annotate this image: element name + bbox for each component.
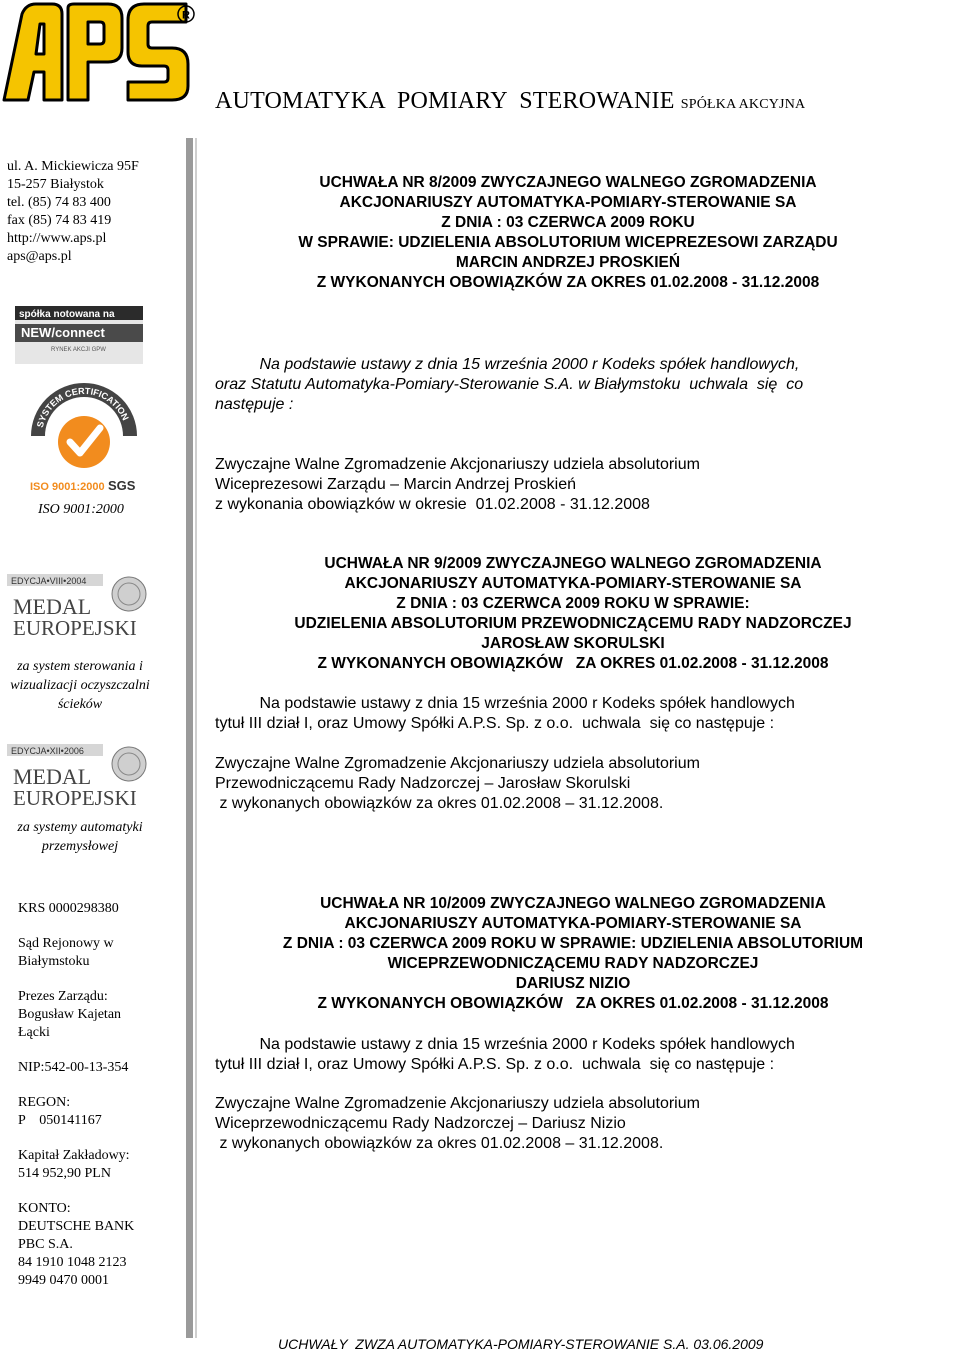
- heading-line: Z DNIA : 03 CZERWCA 2009 ROKU: [441, 214, 695, 231]
- basis-line: Na podstawie ustawy z dnia 15 września 2000 r Kodeks spółek handlowych: [215, 1036, 795, 1053]
- medal1-caption-line: wizualizacji oczyszczalni: [10, 678, 150, 693]
- medal1-line1: MEDAL: [13, 594, 92, 619]
- regon-line: REGON:: [18, 1095, 71, 1110]
- medal2-caption: [0, 818, 160, 856]
- bank-line: 84 1910 1048 2123: [18, 1255, 127, 1270]
- decision-line: Zwyczajne Walne Zgromadzenie Akcjonariuszy udziela absolutorium: [215, 755, 700, 772]
- decision-line: Przewodniczącemu Rady Nadzorczej – Jarosław Skorulski: [215, 775, 631, 792]
- medal1-line2: EUROPEJSKI: [13, 616, 137, 636]
- decision-line: Wiceprzewodniczącemu Rady Nadzorczej – Dariusz Nizio: [215, 1115, 626, 1132]
- decision-line: Zwyczajne Walne Zgromadzenie Akcjonariuszy udziela absolutorium: [215, 1095, 700, 1112]
- krs-line: KRS 0000298380: [18, 901, 119, 916]
- resolution-10-decision: [215, 1094, 915, 1154]
- court-line: Białymstoku: [18, 954, 90, 969]
- medal2-caption-line: przemysłowej: [41, 839, 119, 854]
- newconnect-sub-text: RYNEK AKCJI GPW: [51, 347, 106, 353]
- sgs-text: SGS: [108, 478, 136, 493]
- tagline-small: SPÓŁKA AKCYJNA: [680, 97, 806, 112]
- heading-line: AKCJONARIUSZY AUTOMATYKA-POMIARY-STEROWANIE SA: [344, 575, 802, 592]
- company-registration-block: [18, 900, 178, 1307]
- heading-line: Z WYKONANYCH OBOWIĄZKÓW ZA OKRES 01.02.2008 - 31.12.2008: [317, 655, 829, 672]
- medal2-line1: MEDAL: [13, 764, 92, 789]
- court-line: Sąd Rejonowy w: [18, 936, 114, 951]
- iso-ring-text: SYSTEM CERTIFICATION: [34, 385, 131, 429]
- european-medal-2004: [7, 572, 147, 636]
- heading-line: Z DNIA : 03 CZERWCA 2009 ROKU W SPRAWIE: UDZIELENIA ABSOLUTORIUM: [282, 935, 864, 952]
- heading-line: MARCIN ANDRZEJ PROSKIEŃ: [455, 254, 681, 271]
- capital-line: Kapitał Zakładowy:: [18, 1148, 130, 1163]
- bank-line: DEUTSCHE BANK: [18, 1219, 135, 1234]
- heading-line: DARIUSZ NIZIO: [515, 975, 631, 992]
- bank-line: PBC S.A.: [18, 1237, 73, 1252]
- resolution-10-legal-basis: [215, 1035, 915, 1075]
- contact-address: ul. A. Mickiewicza 95F: [7, 159, 139, 174]
- nip-block: [18, 1059, 178, 1077]
- contact-city: 15-257 Białystok: [7, 177, 104, 192]
- ceo-line: Bogusław Kajetan: [18, 1007, 122, 1022]
- heading-line: UCHWAŁA NR 10/2009 ZWYCZAJNEGO WALNEGO ZGROMADZENIA: [320, 895, 826, 912]
- heading-line: W SPRAWIE: UDZIELENIA ABSOLUTORIUM WICEPREZESOWI ZARZĄDU: [298, 234, 838, 251]
- medal2-line2: EUROPEJSKI: [13, 786, 137, 806]
- heading-line: UCHWAŁA NR 9/2009 ZWYCZAJNEGO WALNEGO ZGROMADZENIA: [324, 555, 822, 572]
- heading-line: UCHWAŁA NR 8/2009 ZWYCZAJNEGO WALNEGO ZGROMADZENIA: [319, 174, 817, 191]
- contact-fax: fax (85) 74 83 419: [7, 213, 112, 228]
- basis-line: Na podstawie ustawy z dnia 15 września 2000 r Kodeks spółek handlowych: [215, 695, 795, 712]
- nip-line: NIP:542-00-13-354: [18, 1060, 129, 1075]
- basis-line: Na podstawie ustawy z dnia 15 września 2000 r Kodeks spółek handlowych,: [215, 356, 800, 373]
- bank-block: [18, 1200, 178, 1290]
- basis-line: następuje :: [215, 396, 294, 413]
- heading-line: Z DNIA : 03 CZERWCA 2009 ROKU W SPRAWIE:: [396, 595, 750, 612]
- european-medal-2006: [7, 742, 147, 806]
- company-tagline: [215, 88, 805, 115]
- resolution-9-heading: [218, 554, 928, 674]
- medal2-caption-line: za systemy automatyki: [17, 820, 143, 835]
- resolution-9-legal-basis: [215, 694, 915, 734]
- sidebar-divider: [186, 138, 193, 1338]
- iso-certification-badge: [28, 378, 140, 496]
- regon-block: [18, 1094, 178, 1130]
- decision-line: Zwyczajne Walne Zgromadzenie Akcjonariuszy udziela absolutorium: [215, 456, 700, 473]
- contact-block: [7, 158, 139, 266]
- medal1-caption-line: ścieków: [57, 697, 103, 712]
- medal2-edition: EDYCJA•XII•2006: [11, 746, 84, 756]
- capital-block: [18, 1147, 178, 1183]
- iso-text: ISO 9001:2000: [30, 481, 105, 493]
- iso-caption: ISO 9001:2000: [38, 502, 124, 517]
- resolution-8-decision: [215, 455, 915, 515]
- heading-line: WICEPRZEWODNICZĄCEMU RADY NADZORCZEJ: [387, 955, 759, 972]
- basis-line: tytuł III dział I, oraz Umowy Spółki A.P.S. Sp. z o.o. uchwala się co następuje :: [215, 715, 775, 732]
- ceo-block: [18, 988, 178, 1042]
- contact-email: aps@aps.pl: [7, 249, 72, 264]
- resolution-8-legal-basis: [215, 355, 915, 415]
- decision-line: Wiceprezesowi Zarządu – Marcin Andrzej Proskień: [215, 476, 577, 493]
- medal1-caption-line: za system sterowania i: [17, 659, 143, 674]
- resolution-10-heading: [218, 894, 928, 1014]
- decision-line: z wykonanych obowiązków za okres 01.02.2008 – 31.12.2008.: [215, 1135, 664, 1152]
- medal1-caption: [0, 657, 160, 714]
- basis-line: tytuł III dział I, oraz Umowy Spółki A.P.S. Sp. z o.o. uchwala się co następuje :: [215, 1056, 775, 1073]
- decision-line: z wykonania obowiązków w okresie 01.02.2008 - 31.12.2008: [215, 496, 650, 513]
- contact-phone: tel. (85) 74 83 400: [7, 195, 111, 210]
- court-block: [18, 935, 178, 971]
- heading-line: Z WYKONANYCH OBOWIĄZKÓW ZA OKRES 01.02.2008 - 31.12.2008: [317, 995, 829, 1012]
- newconnect-brand-text: NEW/connect: [21, 325, 105, 340]
- heading-line: AKCJONARIUSZY AUTOMATYKA-POMIARY-STEROWANIE SA: [344, 915, 802, 932]
- newconnect-top-text: spółka notowana na: [19, 309, 115, 320]
- ceo-line: Prezes Zarządu:: [18, 989, 108, 1004]
- heading-line: AKCJONARIUSZY AUTOMATYKA-POMIARY-STEROWANIE SA: [339, 194, 797, 211]
- heading-line: JAROSŁAW SKORULSKI: [481, 635, 665, 652]
- ceo-line: Łącki: [18, 1025, 50, 1040]
- capital-line: 514 952,90 PLN: [18, 1166, 111, 1181]
- bank-line: 9949 0470 0001: [18, 1273, 109, 1288]
- newconnect-badge: [15, 306, 143, 364]
- regon-line: P 050141167: [18, 1113, 102, 1128]
- heading-line: Z WYKONANYCH OBOWIĄZKÓW ZA OKRES 01.02.2008 - 31.12.2008: [316, 274, 820, 291]
- resolution-8-heading: [218, 173, 918, 293]
- aps-logo: [0, 0, 200, 105]
- decision-line: z wykonanych obowiązków za okres 01.02.2008 – 31.12.2008.: [215, 795, 664, 812]
- krs-block: [18, 900, 178, 918]
- svg-text:R: R: [182, 9, 190, 22]
- bank-line: KONTO:: [18, 1201, 71, 1216]
- basis-line: oraz Statutu Automatyka-Pomiary-Sterowanie S.A. w Białymstoku uchwala się co: [215, 376, 804, 393]
- heading-line: UDZIELENIA ABSOLUTORIUM PRZEWODNICZĄCEMU RADY NADZORCZEJ: [294, 615, 852, 632]
- medal1-edition: EDYCJA•VIII•2004: [11, 576, 87, 586]
- page-footer: UCHWAŁY ZWZA AUTOMATYKA-POMIARY-STEROWANIE S.A. 03.06.2009: [278, 1336, 764, 1352]
- contact-website: http://www.aps.pl: [7, 231, 107, 246]
- tagline-main: AUTOMATYKA POMIARY STEROWANIE: [215, 88, 675, 114]
- sidebar-divider-light: [195, 138, 197, 1338]
- resolution-9-decision: [215, 754, 915, 814]
